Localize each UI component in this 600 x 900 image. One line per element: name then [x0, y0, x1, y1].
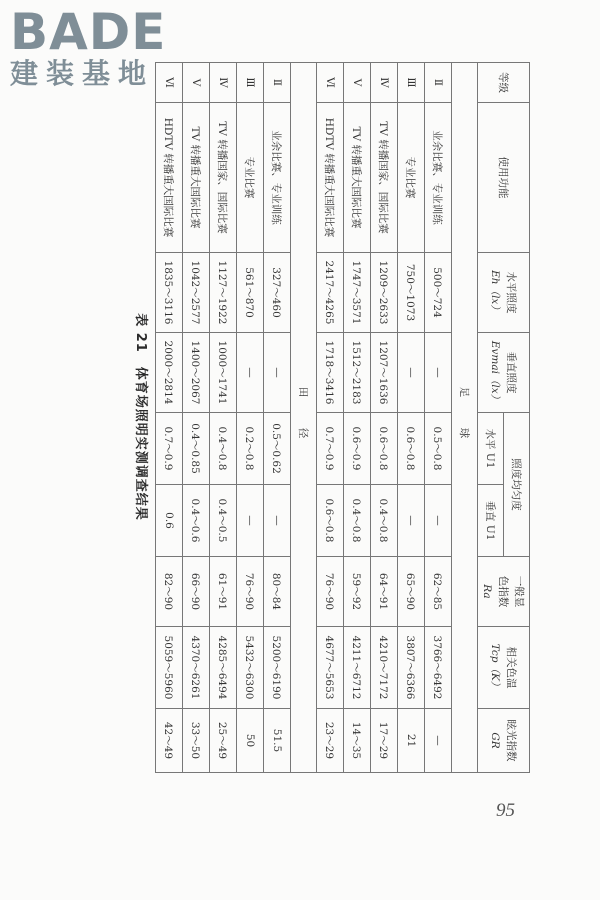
cell-uh: 0.6～0.8	[398, 413, 425, 485]
header-horizontal-illuminance	[478, 253, 530, 333]
cell-function: 专业比赛	[398, 103, 425, 253]
cell-function: 专业比赛	[237, 103, 264, 253]
cell-function: TV 转播国家、国际比赛	[371, 103, 398, 253]
table-title: 表 21 体育场照明实测调查结果	[133, 313, 148, 521]
header-horizontal-line2: Eh（lx）	[489, 270, 502, 315]
header-cct-line1: 相关色温	[505, 646, 518, 689]
cell-uv: 0.4～0.8	[371, 485, 398, 557]
header-cri-line2: 色指数	[497, 575, 510, 608]
table-row	[425, 63, 452, 773]
section-row	[452, 63, 478, 773]
table-row	[156, 63, 183, 773]
cell-gr: 14～35	[344, 709, 371, 773]
cell-tcp: 5432～6300	[237, 627, 264, 709]
cell-level: Ⅲ	[398, 63, 425, 103]
cell-ev: 1400～2067	[183, 333, 210, 413]
cell-uv: 0.4～0.5	[210, 485, 237, 557]
cell-ev: 1207～1636	[371, 333, 398, 413]
cell-function: 业余比赛、专业训练	[264, 103, 291, 253]
cell-uh: 0.5～0.8	[425, 413, 452, 485]
cell-uh: 0.7～0.9	[317, 413, 344, 485]
table-row	[398, 63, 425, 773]
section-row	[291, 63, 317, 773]
cell-uh: 0.7～0.9	[156, 413, 183, 485]
cell-uh: 0.2～0.8	[237, 413, 264, 485]
table-body	[156, 63, 478, 773]
header-color-rendering	[478, 557, 530, 627]
cell-function: HDTV 转播重大国际比赛	[156, 103, 183, 253]
cell-level: Ⅴ	[183, 63, 210, 103]
cell-ra: 80～84	[264, 557, 291, 627]
cell-tcp: 5059～5960	[156, 627, 183, 709]
cell-uv: —	[398, 485, 425, 557]
cell-ev: 1718～3416	[317, 333, 344, 413]
table-row	[371, 63, 398, 773]
logo-wordmark: BADE	[10, 3, 167, 61]
cell-uv: 0.4～0.6	[183, 485, 210, 557]
cell-ra: 82～90	[156, 557, 183, 627]
table-row	[317, 63, 344, 773]
cell-eh: 1209～2633	[371, 253, 398, 333]
cell-uv: —	[264, 485, 291, 557]
cell-eh: 1835～3116	[156, 253, 183, 333]
cell-eh: 1127～1922	[210, 253, 237, 333]
cell-uh: 0.5～0.62	[264, 413, 291, 485]
header-level: 等级	[478, 63, 530, 103]
cell-tcp: 4210～7172	[371, 627, 398, 709]
cell-level: Ⅴ	[344, 63, 371, 103]
cell-gr: 50	[237, 709, 264, 773]
cell-ra: 59～92	[344, 557, 371, 627]
table-row	[210, 63, 237, 773]
cell-uh: 0.4～0.85	[183, 413, 210, 485]
table-row	[344, 63, 371, 773]
cell-tcp: 3766～6492	[425, 627, 452, 709]
cell-level: Ⅲ	[237, 63, 264, 103]
cell-tcp: 4370～6261	[183, 627, 210, 709]
cell-level: Ⅱ	[425, 63, 452, 103]
cell-tcp: 4285～6494	[210, 627, 237, 709]
header-vertical-line2: Evmai（lx）	[489, 340, 502, 405]
cell-ra: 65～90	[398, 557, 425, 627]
cell-uv: 0.6	[156, 485, 183, 557]
cell-level: Ⅱ	[264, 63, 291, 103]
cell-eh: 561～870	[237, 253, 264, 333]
cell-ev: —	[398, 333, 425, 413]
cell-tcp: 3807～6366	[398, 627, 425, 709]
header-uniformity-horizontal: 水平 U1	[478, 413, 504, 485]
header-vertical-illuminance	[478, 333, 530, 413]
cell-uv: —	[425, 485, 452, 557]
header-cri-line1: 一般显	[513, 575, 526, 608]
page-number: 95	[496, 800, 515, 821]
cell-gr: 17～29	[371, 709, 398, 773]
section-title: 田 径	[291, 63, 317, 773]
cell-gr: 33～50	[183, 709, 210, 773]
cell-ra: 76～90	[237, 557, 264, 627]
cell-uh: 0.6～0.9	[344, 413, 371, 485]
cell-gr: 51.5	[264, 709, 291, 773]
cell-gr: 42～49	[156, 709, 183, 773]
cell-ev: 1000～1741	[210, 333, 237, 413]
cell-ra: 62～85	[425, 557, 452, 627]
cell-function: TV 转播重大国际比赛	[183, 103, 210, 253]
header-glare-line1: 眩光指数	[505, 719, 518, 762]
cell-function: 业余比赛、专业训练	[425, 103, 452, 253]
logo-chinese-text: 建装基地	[10, 57, 155, 90]
cell-gr: 25～49	[210, 709, 237, 773]
table-row	[264, 63, 291, 773]
cell-level: Ⅳ	[371, 63, 398, 103]
cell-function: TV 转播重大国际比赛	[344, 103, 371, 253]
cell-level: Ⅵ	[317, 63, 344, 103]
cell-uh: 0.4～0.8	[210, 413, 237, 485]
header-glare-index	[478, 709, 530, 773]
cell-ev: 1512～2183	[344, 333, 371, 413]
header-cri-line3: Ra	[481, 584, 494, 599]
cell-level: Ⅵ	[156, 63, 183, 103]
lighting-survey-table	[155, 62, 530, 773]
cell-level: Ⅳ	[210, 63, 237, 103]
table-row	[237, 63, 264, 773]
cell-eh: 500～724	[425, 253, 452, 333]
cell-eh: 750～1073	[398, 253, 425, 333]
cell-ra: 64～91	[371, 557, 398, 627]
cell-ra: 76～90	[317, 557, 344, 627]
cell-eh: 327～460	[264, 253, 291, 333]
table-header	[478, 63, 530, 773]
cell-tcp: 4211～6712	[344, 627, 371, 709]
cell-uv: 0.4～0.8	[344, 485, 371, 557]
cell-ev: —	[237, 333, 264, 413]
cell-gr: 21	[398, 709, 425, 773]
cell-ev: 2000～2814	[156, 333, 183, 413]
header-horizontal-line1: 水平照度	[505, 271, 518, 314]
cell-function: HDTV 转播重大国际比赛	[317, 103, 344, 253]
table-row	[183, 63, 210, 773]
cell-uv: 0.6～0.8	[317, 485, 344, 557]
cell-tcp: 5200～6190	[264, 627, 291, 709]
section-title: 足 球	[452, 63, 478, 773]
cell-tcp: 4677～5653	[317, 627, 344, 709]
cell-eh: 1747～3571	[344, 253, 371, 333]
cell-uh: 0.6～0.8	[371, 413, 398, 485]
header-vertical-line1: 垂直照度	[505, 351, 518, 394]
header-uniformity-vertical: 垂直 U1	[478, 485, 504, 557]
cell-function: TV 转播国家、国际比赛	[210, 103, 237, 253]
cell-gr: —	[425, 709, 452, 773]
header-glare-line2: GR	[489, 732, 502, 749]
header-uniformity: 照度均匀度	[504, 413, 530, 557]
cell-gr: 23～29	[317, 709, 344, 773]
header-color-temperature	[478, 627, 530, 709]
cell-ra: 61～91	[210, 557, 237, 627]
header-function: 使用功能	[478, 103, 530, 253]
cell-eh: 1042～2577	[183, 253, 210, 333]
cell-eh: 2417～4265	[317, 253, 344, 333]
header-cct-line2: Tcp（K）	[489, 643, 502, 692]
cell-ev: —	[425, 333, 452, 413]
cell-uv: —	[237, 485, 264, 557]
cell-ev: —	[264, 333, 291, 413]
rotated-table-block	[110, 62, 530, 772]
cell-ra: 66～90	[183, 557, 210, 627]
